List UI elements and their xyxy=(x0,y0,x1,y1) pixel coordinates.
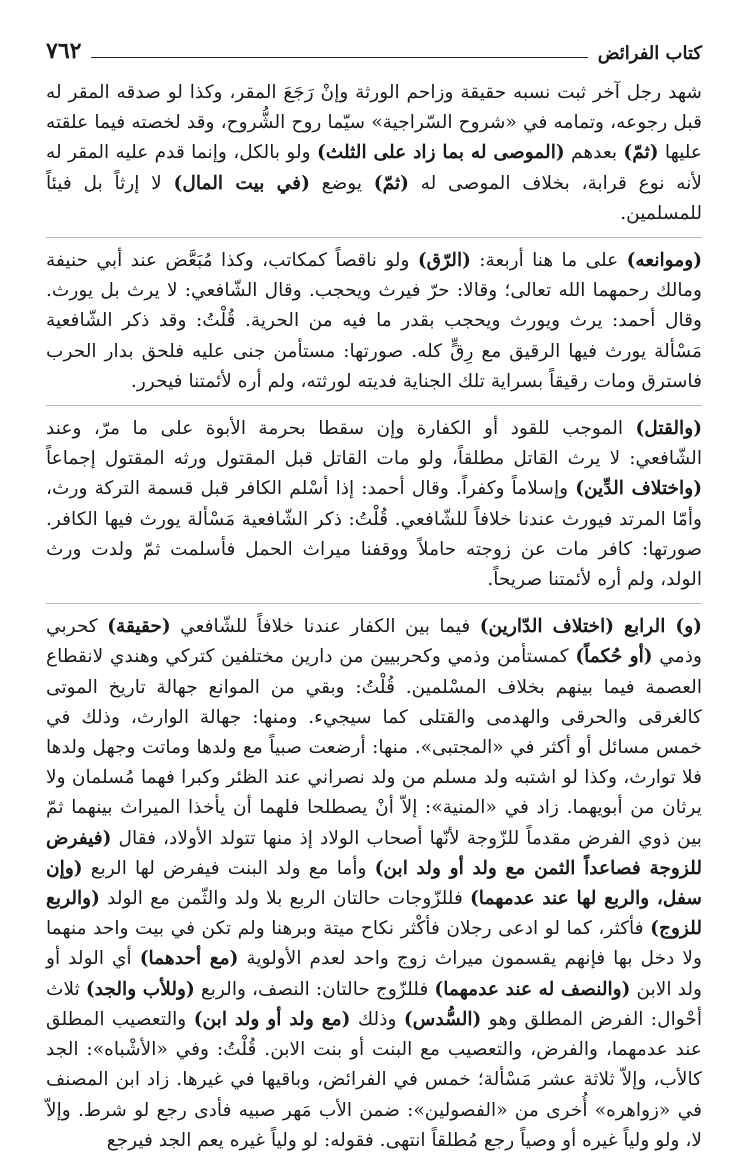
bold-text-segment: (وللأب والجد) xyxy=(85,978,195,1000)
book-title: كتاب الفرائض xyxy=(597,43,702,64)
bold-text-segment: (والربع للزوج) xyxy=(46,888,702,940)
text-segment: ولو بالكل، وإنما قدم عليه المقر له لأنه نوع قرابة، بخلاف الموصى له xyxy=(46,142,703,194)
bold-text-segment: (والنصف له عند عدمهما) xyxy=(434,978,631,1000)
text-segment: أي الولد أو ولد الابن xyxy=(46,948,703,1000)
bold-text-segment: (والقتل) xyxy=(635,418,702,440)
text-segment: كمستأمن وذمي وكحربيين من دارين مختلفين كتركي وهندي لانقطاع العصمة فيما بينهم بخلاف المسْلمين. قُلْتُ: وبقي من الموانع جهالة تاريخ الموتى كالغرقى والحرقى والهدمى والقتلى كما سيجيء. ومنها: جهالة الوارث، وذلك في خمس مسائل أو أكثر في «المجتبى». منها: أرضعت صبياً مع ولدها وماتت وجهل ولدها فلا توارث، وكذا لو اشتبه ولد مسلم من ولد نصراني عند الظئر وكبرا فهما مُسلمان ولا يرثان من أبويهما. زاد في «المنية»: إلاّ أنْ يصطلحا فلهما أن يأخذا الميراث بينهما ثمّ بين ذوي الفرض مقدماً للزّوجة لأنّها أصحاب الولاد إذ منها تتولد الأولاد، فقال xyxy=(46,646,702,849)
text-segment: على ما هنا أربعة: xyxy=(470,250,627,272)
paragraph xyxy=(46,246,702,406)
text-segment: والتعصيب المطلق عند عدمهما، والفرض، والتعصيب مع البنت أو بنت الابن. قُلْتُ: وفي «الأشْباه»: الجد كالأب، وإلاّ ثلاثة عشر مَسْألة؛ خمس في الفرائض، وباقيها في غيرها. زاد ابن المصنف في «زواهره» أُخرى من «الفصولين»: ضمن الأب مَهر صبيه فأدى رجع لو شرط. وإلاّ لا، ولو ولياً غيره أو وصياً رجع مُطلقاً انتهى. فقوله: لو ولياً غيره يعم الجد فيرجع xyxy=(46,1008,702,1151)
text-segment: وأما مع ولد البنت فيفرض لها الربع xyxy=(82,857,375,879)
bold-text-segment: (ثمّ) xyxy=(373,172,409,194)
bold-text-segment: (ثمّ) xyxy=(623,142,659,164)
page-header xyxy=(46,30,702,68)
bold-text-segment: (و) الرابع xyxy=(614,616,702,638)
text-segment: وإسلاماً وكفراً. وقال أحمد: إذا أسْلم الكافر قبل قسمة التركة ورث، وأمّا المرتد فيورث عندنا خلافاً للشّافعي. قُلْتُ: ذكر الشّافعية مَسْألة يورث فيها الكافر. صورتها: كافر مات عن زوجته حاملاً ووقفنا ميراث الحمل فأسلمت ثمّ ولدت ورث الولد، ولم أره لأئمتنا صريحاً. xyxy=(46,478,702,591)
page-number: ٧٦٢ xyxy=(46,38,82,64)
page-body xyxy=(46,78,702,1164)
text-segment: فيما بين الكفار عندنا خلافاً للشّافعي xyxy=(170,616,480,638)
bold-text-segment: (اختلاف الدّارين) xyxy=(479,616,615,638)
text-segment: ثلاث أحْوال: الفرض المطلق وهو xyxy=(46,978,703,1030)
text-segment: فللزّوج حالتان: النصف، والربع xyxy=(194,978,435,1000)
text-segment: فأكثر، كما لو ادعى رجلان فأكْثر نكاح ميتة وبرهنا ولم تكن في بيت واحد منهما ولا دخل بها فإنهم يقسمون ميراث زوج واحد لعدم الأولوية xyxy=(46,918,702,970)
text-segment: فللزّوجات حالتان الربع بلا ولد والثّمن مع الولد xyxy=(99,888,470,910)
text-segment: بعدهم xyxy=(564,142,624,164)
bold-text-segment: (واختلاف الدِّين) xyxy=(575,478,702,500)
paragraph xyxy=(46,414,702,604)
header-rule xyxy=(91,57,587,58)
text-segment: شهد رجل آخر ثبت نسبه حقيقة وزاحم الورثة وإنْ رَجَعَ المقر، وكذا لو صدقه المقر له قبل رجوعه، وتمامه في «شروح السّراجية» سيّما روح الشُّروح، وقد لخصته فيما علقته عليها xyxy=(46,82,702,164)
bold-text-segment: (الموصى له بما زاد على الثلث) xyxy=(316,142,565,164)
bold-text-segment: (السُّدس) xyxy=(403,1008,482,1030)
bold-text-segment: (مع ولد أو ولد ابن) xyxy=(193,1008,351,1030)
paragraph xyxy=(46,78,702,238)
bold-text-segment: (أو حُكماً) xyxy=(575,646,653,668)
bold-text-segment: (الرّق) xyxy=(417,250,471,272)
text-segment: ولو ناقصاً كمكاتب، وكذا مُبَعَّض عند أبي حنيفة ومالك رحمهما الله تعالى؛ وقالا: حرّ فيرث ويحجب. وقال الشّافعي: لا يرث بل يورث. وقال أحمد: يرث ويورث ويحجب بقدر ما فيه من الحرية. قُلْتُ: وقد ذكر الشّافعية مَسْألة يورث فيها الرقيق مع رِقٍّ كله. صورتها: مستأمن جنى عليه فلحق بدار الحرب فاسترق ومات رقيقاً بسراية تلك الجناية فديته لورثته، ولم أره لأئمتنا فيحرر. xyxy=(46,250,702,392)
bold-text-segment: (مع أحدهما) xyxy=(139,948,239,970)
text-segment: لا إرثاً بل فيئاً للمسلمين. xyxy=(46,172,702,224)
text-segment: وذلك xyxy=(350,1008,404,1030)
bold-text-segment: (في بيت المال) xyxy=(173,172,310,194)
text-segment: يوضع xyxy=(309,172,374,194)
bold-text-segment: (حقيقة) xyxy=(107,616,171,638)
bold-text-segment: (وإن سفل، والربع لها عند عدمهما) xyxy=(46,857,702,910)
bold-text-segment: (وموانعه) xyxy=(626,250,702,272)
paragraph xyxy=(46,612,702,1164)
bold-text-segment: (فيفرض للزوجة فصاعداً الثمن مع ولد أو ولد ابن) xyxy=(46,827,702,879)
text-segment: الموجب للقود أو الكفارة وإن سقطا بحرمة الأبوة على ما مرّ، وعند الشّافعي: لا يرث القاتل مطلقاً، ولو مات القاتل قبل المقتول ورثه المقتول إجماعاً xyxy=(46,418,702,470)
text-segment: كحربي وذمي xyxy=(46,616,702,668)
